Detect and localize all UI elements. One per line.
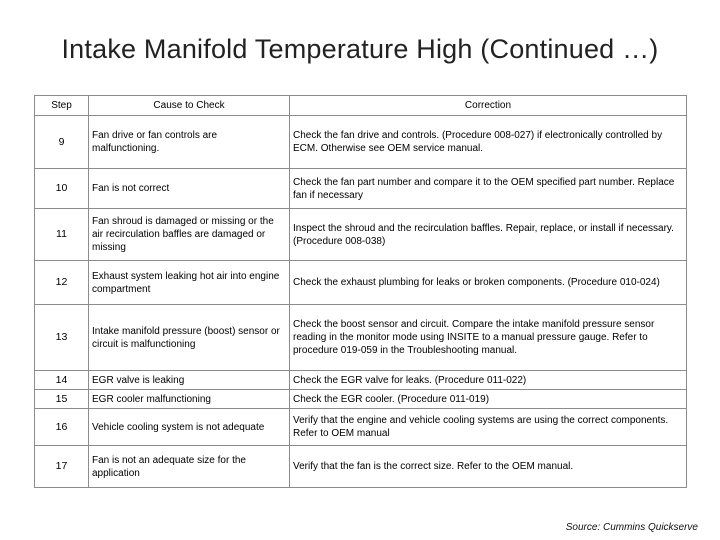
troubleshooting-table — [34, 95, 687, 488]
table-row — [35, 116, 687, 169]
step-cell: 14 — [35, 371, 89, 390]
table-row — [35, 209, 687, 261]
correction-cell: Check the fan part number and compare it to the OEM specified part number. Replace fan if necessary — [290, 169, 687, 209]
cause-cell: Intake manifold pressure (boost) sensor or circuit is malfunctioning — [89, 305, 290, 371]
correction-cell: Check the EGR valve for leaks. (Procedure 011-022) — [290, 371, 687, 390]
cause-cell: Exhaust system leaking hot air into engine compartment — [89, 261, 290, 305]
page-title: Intake Manifold Temperature High (Continued …) — [61, 34, 659, 64]
cause-cell: Fan is not correct — [89, 169, 290, 209]
table-row — [35, 409, 687, 446]
correction-cell: Verify that the fan is the correct size. Refer to the OEM manual. — [290, 446, 687, 488]
correction-cell: Check the boost sensor and circuit. Compare the intake manifold pressure sensor reading in the monitor mode using INSITE to a manual pressure gauge. Refer to procedure 019-059 in the Troubleshooting manual. — [290, 305, 687, 371]
step-cell: 15 — [35, 390, 89, 409]
step-cell: 13 — [35, 305, 89, 371]
step-cell: 9 — [35, 116, 89, 169]
cause-cell: Fan shroud is damaged or missing or the air recirculation baffles are damaged or missing — [89, 209, 290, 261]
cause-cell: Fan drive or fan controls are malfunctioning. — [89, 116, 290, 169]
table-row — [35, 371, 687, 390]
step-cell: 12 — [35, 261, 89, 305]
cause-column-header: Cause to Check — [89, 96, 290, 116]
step-column-header: Step — [35, 96, 89, 116]
table-row — [35, 261, 687, 305]
correction-column-header: Correction — [290, 96, 687, 116]
cause-cell: EGR valve is leaking — [89, 371, 290, 390]
cause-cell: Vehicle cooling system is not adequate — [89, 409, 290, 446]
cause-cell: Fan is not an adequate size for the application — [89, 446, 290, 488]
step-cell: 10 — [35, 169, 89, 209]
step-cell: 16 — [35, 409, 89, 446]
correction-cell: Inspect the shroud and the recirculation baffles. Repair, replace, or install if necessary. (Procedure 008-038) — [290, 209, 687, 261]
step-cell: 11 — [35, 209, 89, 261]
step-cell: 17 — [35, 446, 89, 488]
table-row — [35, 305, 687, 371]
table-header-row — [35, 96, 687, 116]
source-caption: Source: Cummins Quickserve — [565, 522, 698, 533]
table-row — [35, 169, 687, 209]
cause-cell: EGR cooler malfunctioning — [89, 390, 290, 409]
table-row — [35, 446, 687, 488]
table-row — [35, 390, 687, 409]
correction-cell: Check the EGR cooler. (Procedure 011-019) — [290, 390, 687, 409]
correction-cell: Verify that the engine and vehicle cooling systems are using the correct components. Refer to OEM manual — [290, 409, 687, 446]
correction-cell: Check the fan drive and controls. (Procedure 008-027) if electronically controlled by ECM. Otherwise see OEM service manual. — [290, 116, 687, 169]
correction-cell: Check the exhaust plumbing for leaks or broken components. (Procedure 010-024) — [290, 261, 687, 305]
